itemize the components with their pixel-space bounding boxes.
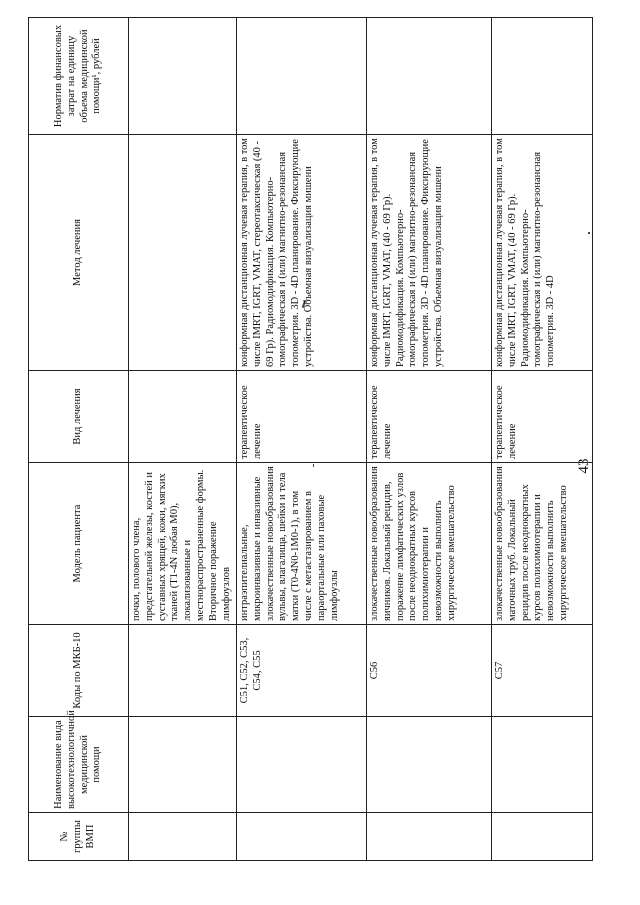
cell-model: интраэпителиальные, микроинвазивные и инвазивные злокачественные новообразования вульвы, влагалища, шейки и тела матки (T0-4N0-1M0-1), в том числе с метастазированием в параортальные или паховые лимфоузлы xyxy=(237,463,367,625)
vmp-table xyxy=(28,17,593,861)
cell-method: конформная дистанционная лучевая терапия, в том числе IMRT, IGRT, VMAT, (40 - 69 Гр). Радиомодификация. Компьютерно-томографическая и (или) магнитно-резонансная топометрия. 3D - 4D планирование. Фиксирующие устройства. Объемная визуализация мишени xyxy=(367,135,492,371)
cell-codes xyxy=(129,625,237,717)
cell-type: терапевтическое лечение xyxy=(367,371,492,463)
cell-method: конформная дистанционная лучевая терапия, в том числе IMRT, IGRT, VMAT, (40 - 69 Гр). Радиомодификация. Компьютерно-томографическая и (или) магнитно-резонансная топометрия. 3D - 4D xyxy=(492,135,593,371)
header-treatment-method: Метод лечения xyxy=(29,135,129,371)
table-header-row xyxy=(29,18,129,861)
cell-model: злокачественные новообразования яичников. Локальный рецидив, поражение лимфатических узлов после неоднократных курсов полихимиотерапии и невозможности выполнить хирургическое вмешательство xyxy=(367,463,492,625)
rotated-table-frame xyxy=(28,18,593,861)
cell-codes: C56 xyxy=(367,625,492,717)
cell-no xyxy=(367,813,492,861)
table-row xyxy=(367,18,492,861)
cell-method: конформная дистанционная лучевая терапия, в том числе IMRT, IGRT, VMAT, стереотаксическая (40 - 69 Гр). Радиомодификация. Компьютерно-томографическая и (или) магнитно-резонансная топометрия. 3D - 4D планирование. Фиксирующие устройства. Объемная визуализация мишени xyxy=(237,135,367,371)
cell-model: злокачественные новообразования маточных труб. Локальный рецидив после неоднократных курсов полихимиотерапии и невозможности выполнить хирургическое вмешательство xyxy=(492,463,593,625)
header-group-no: № группы ВМП xyxy=(29,813,129,861)
header-patient-model: Модель пациента xyxy=(29,463,129,625)
cell-method xyxy=(129,135,237,371)
table-row xyxy=(129,18,237,861)
cell-no xyxy=(492,813,593,861)
page-number: 43 xyxy=(576,458,592,474)
cell-type xyxy=(129,371,237,463)
header-treatment-type: Вид лечения xyxy=(29,371,129,463)
cell-no xyxy=(237,813,367,861)
cell-type: терапевтическое лечение xyxy=(492,371,593,463)
header-cost-norm: Норматив финансовых затрат на единицу объема медицинской помощи¹, рублей xyxy=(29,18,129,135)
header-icd-codes: Коды по МКБ-10 xyxy=(29,625,129,717)
cell-name xyxy=(492,717,593,813)
cell-model: почки, полового члена, предстательной железы, костей и суставных хрящей, кожи, мягких тканей (T1-4N любая M0), локализованные и местнораспространенные формы. Вторичное поражение лимфоузлов xyxy=(129,463,237,625)
cell-codes: C51, C52, C53, C54, C55 xyxy=(237,625,367,717)
header-vmp-name: Наименование вида высокотехнологичной медицинской помощи xyxy=(29,717,129,813)
table-row xyxy=(492,18,593,861)
cell-name xyxy=(367,717,492,813)
cell-name xyxy=(237,717,367,813)
cell-name xyxy=(129,717,237,813)
cell-norm xyxy=(367,18,492,135)
cell-norm xyxy=(492,18,593,135)
cell-type: терапевтическое лечение xyxy=(237,371,367,463)
cell-norm xyxy=(129,18,237,135)
cell-norm xyxy=(237,18,367,135)
table-row xyxy=(237,18,367,861)
cell-codes: C57 xyxy=(492,625,593,717)
cell-no xyxy=(129,813,237,861)
